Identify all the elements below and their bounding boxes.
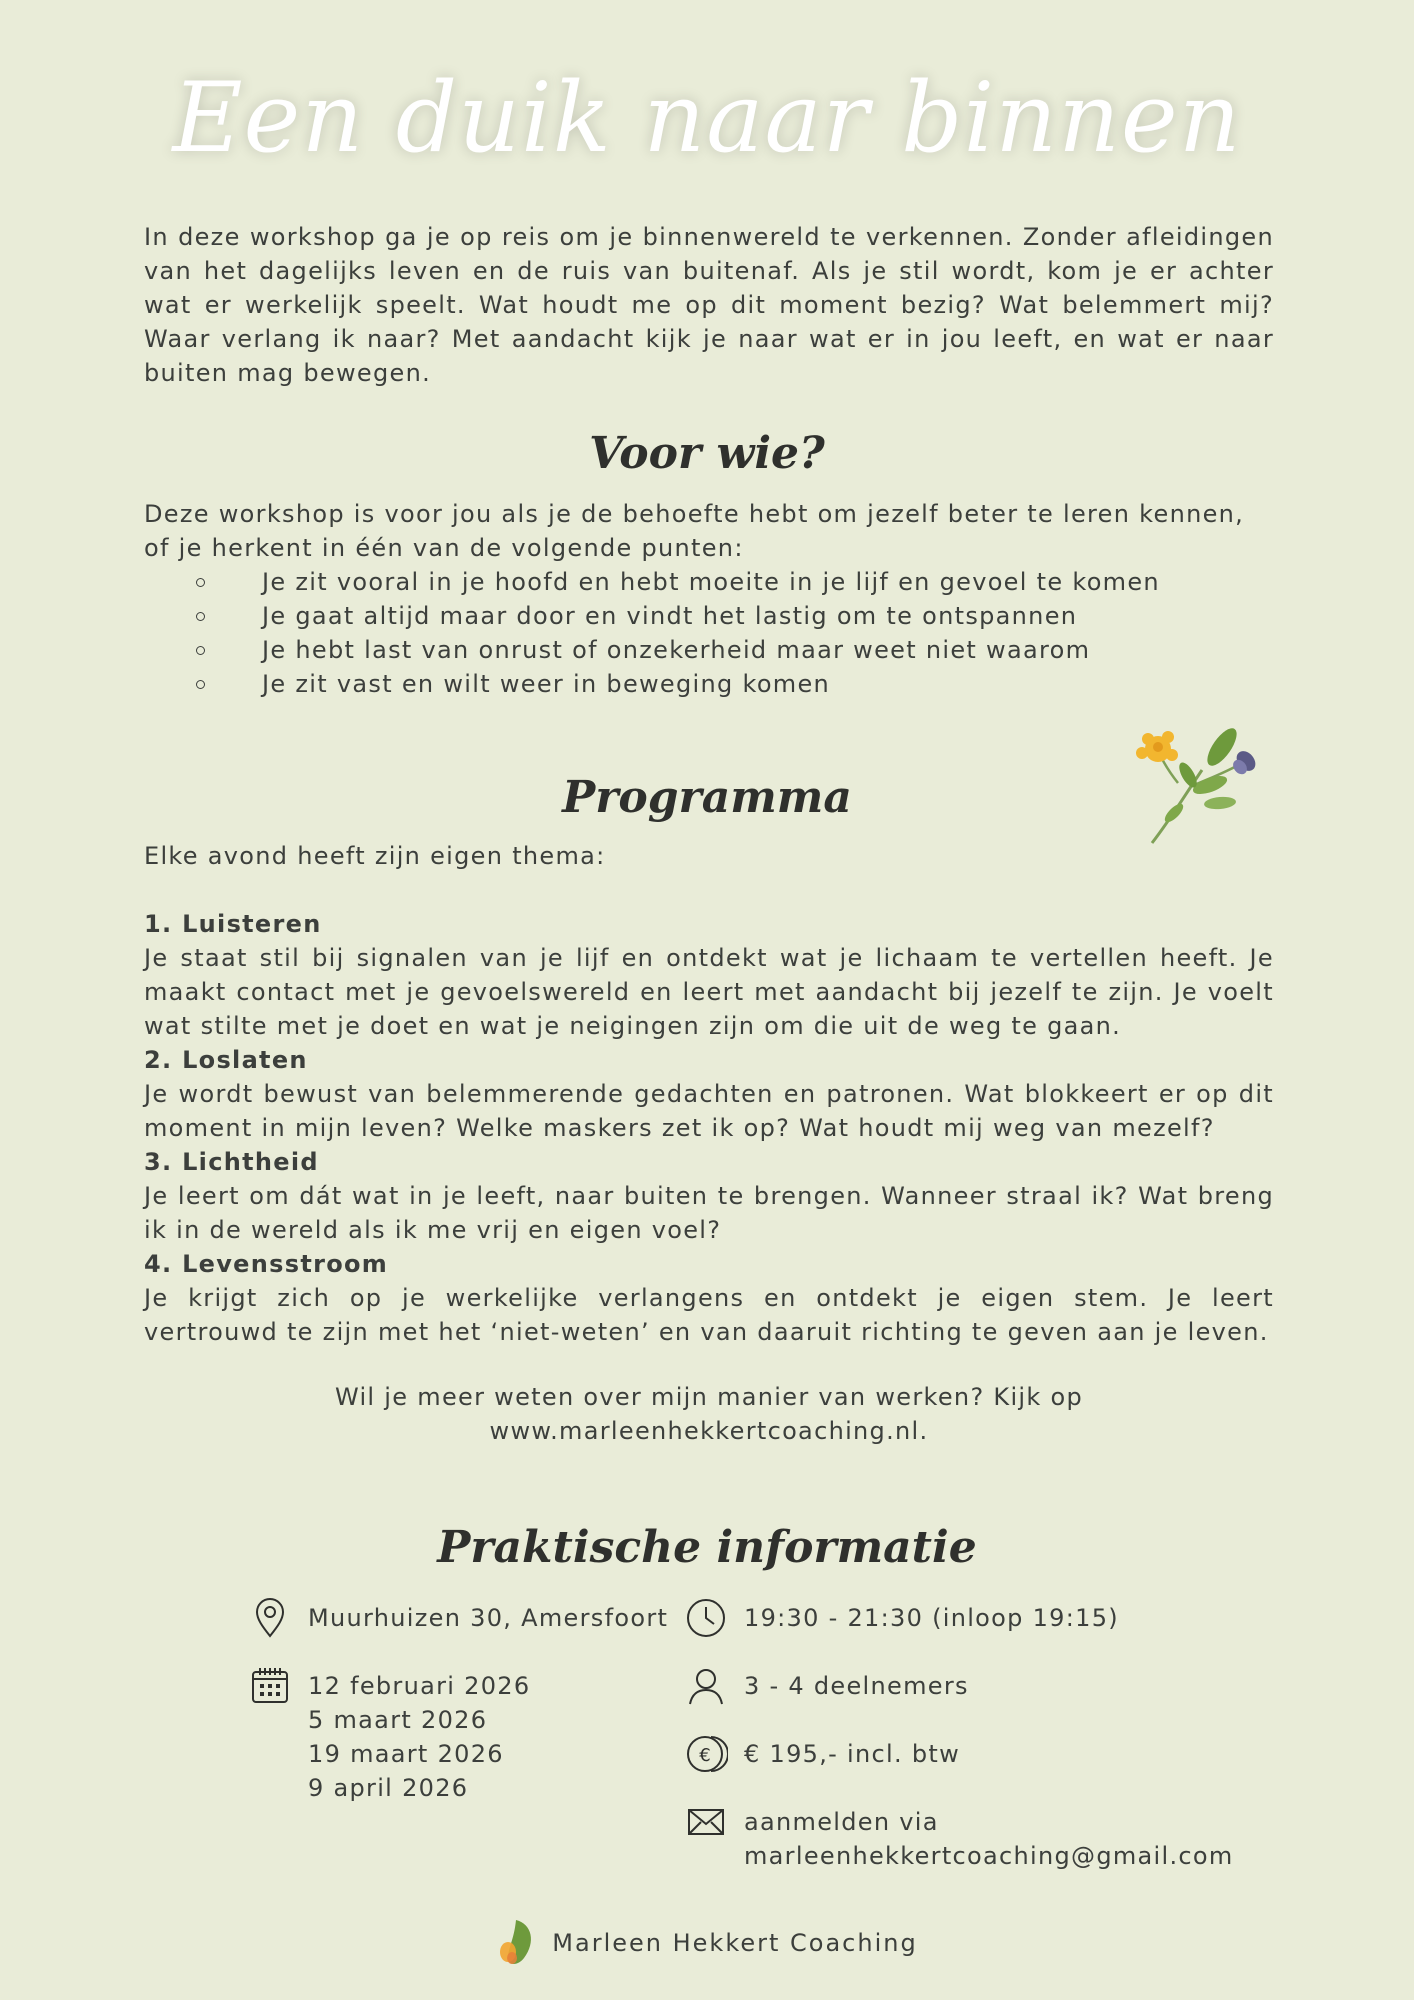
voor-wie-list	[144, 565, 1274, 701]
list-item: Je zit vast en wilt weer in beweging komen	[144, 667, 1274, 701]
calendar-icon	[248, 1664, 292, 1708]
voor-wie-heading: Voor wie?	[589, 428, 825, 479]
date-item: 12 februari 2026	[308, 1672, 531, 1700]
signup-row	[684, 1805, 1234, 1873]
programma-item-title: 2. Loslaten	[144, 1046, 308, 1074]
location-text: Muurhuizen 30, Amersfoort	[308, 1604, 669, 1632]
person-icon	[684, 1664, 728, 1708]
svg-text:€: €	[699, 1745, 711, 1766]
programma-item	[144, 1145, 1274, 1247]
programma-heading: Programma	[562, 772, 852, 823]
programma-item	[144, 1247, 1274, 1349]
more-info	[144, 1380, 1274, 1448]
list-item: Je zit vooral in je hoofd en hebt moeite in je lijf en gevoel te komen	[144, 565, 1274, 599]
location-row	[248, 1601, 668, 1640]
dates-list	[308, 1669, 530, 1805]
location-pin-icon	[248, 1596, 292, 1640]
programma-item-title: 3. Lichtheid	[144, 1148, 319, 1176]
clock-icon	[684, 1596, 728, 1640]
footer	[0, 1918, 1414, 1968]
website-link[interactable]: www.marleenhekkertcoaching.nl.	[489, 1417, 929, 1445]
date-item: 5 maart 2026	[308, 1706, 488, 1734]
time-text: 19:30 - 21:30 (inloop 19:15)	[744, 1604, 1119, 1632]
programma-item-text: Je wordt bewust van belemmerende gedachten en patronen. Wat blokkeert er op dit moment in mijn leven? Welke maskers zet ik op? Wat houdt mij weg van mezelf?	[144, 1080, 1274, 1142]
programma-item-text: Je leert om dát wat in je leeft, naar buiten te brengen. Wanneer straal ik? Wat breng ik in de wereld als ik me vrij en eigen voel?	[144, 1182, 1274, 1244]
list-item: Je hebt last van onrust of onzekerheid maar weet niet waarom	[144, 633, 1274, 667]
programma-item-title: 1. Luisteren	[144, 910, 322, 938]
programma-item	[144, 907, 1274, 1043]
euro-coin-icon	[684, 1732, 728, 1776]
participants-row	[684, 1669, 969, 1708]
price-row	[684, 1737, 960, 1776]
brand-logo-icon	[496, 1918, 536, 1968]
participants-text: 3 - 4 deelnemers	[744, 1672, 969, 1700]
envelope-icon	[684, 1800, 728, 1844]
email-link[interactable]: marleenhekkertcoaching@gmail.com	[744, 1842, 1234, 1870]
programma-item	[144, 1043, 1274, 1145]
programma-list	[144, 907, 1274, 1349]
programma-item-text: Je staat stil bij signalen van je lijf en ontdekt wat je lichaam te vertellen heeft. Je maakt contact met je gevoelswereld en leert met aandacht bij jezelf te zijn. Je voelt wat stilte met je doet en wat je neigingen zijn om die uit de weg te gaan.	[144, 944, 1274, 1040]
signup-label: aanmelden via	[744, 1808, 939, 1836]
intro-paragraph: In deze workshop ga je op reis om je binnenwereld te verkennen. Zonder afleidingen van het dagelijks leven en de ruis van buitenaf. Als je stil wordt, kom je er achter wat er werkelijk speelt. Wat houdt me op dit moment bezig? Wat belemmert mij? Waar verlang ik naar? Met aandacht kijk je naar wat er in jou leeft, en wat er naar buiten mag bewegen.	[144, 223, 1274, 387]
more-info-line: Wil je meer weten over mijn manier van werken? Kijk op	[334, 1383, 1084, 1411]
voor-wie-section	[144, 497, 1274, 701]
dates-row	[248, 1669, 530, 1805]
price-text: € 195,- incl. btw	[744, 1740, 960, 1768]
date-item: 19 maart 2026	[308, 1740, 504, 1768]
programma-item-text: Je krijgt zich op je werkelijke verlangens en ontdekt je eigen stem. Je leert vertrouwd te zijn met het ‘niet-weten’ en van daaruit richting te geven aan je leven.	[144, 1284, 1274, 1346]
voor-wie-intro: Deze workshop is voor jou als je de behoefte hebt om jezelf beter te leren kennen, of je herkent in één van de volgende punten:	[144, 500, 1245, 562]
signup-text	[744, 1805, 1234, 1873]
praktisch-heading: Praktische informatie	[437, 1522, 977, 1573]
brand-name: Marleen Hekkert Coaching	[552, 1929, 918, 1957]
list-item: Je gaat altijd maar door en vindt het lastig om te ontspannen	[144, 599, 1274, 633]
time-row	[684, 1601, 1119, 1640]
programma-item-title: 4. Levensstroom	[144, 1250, 389, 1278]
programma-intro: Elke avond heeft zijn eigen thema:	[144, 842, 606, 870]
main-title: Een duik naar binnen	[172, 62, 1242, 174]
date-item: 9 april 2026	[308, 1774, 469, 1802]
